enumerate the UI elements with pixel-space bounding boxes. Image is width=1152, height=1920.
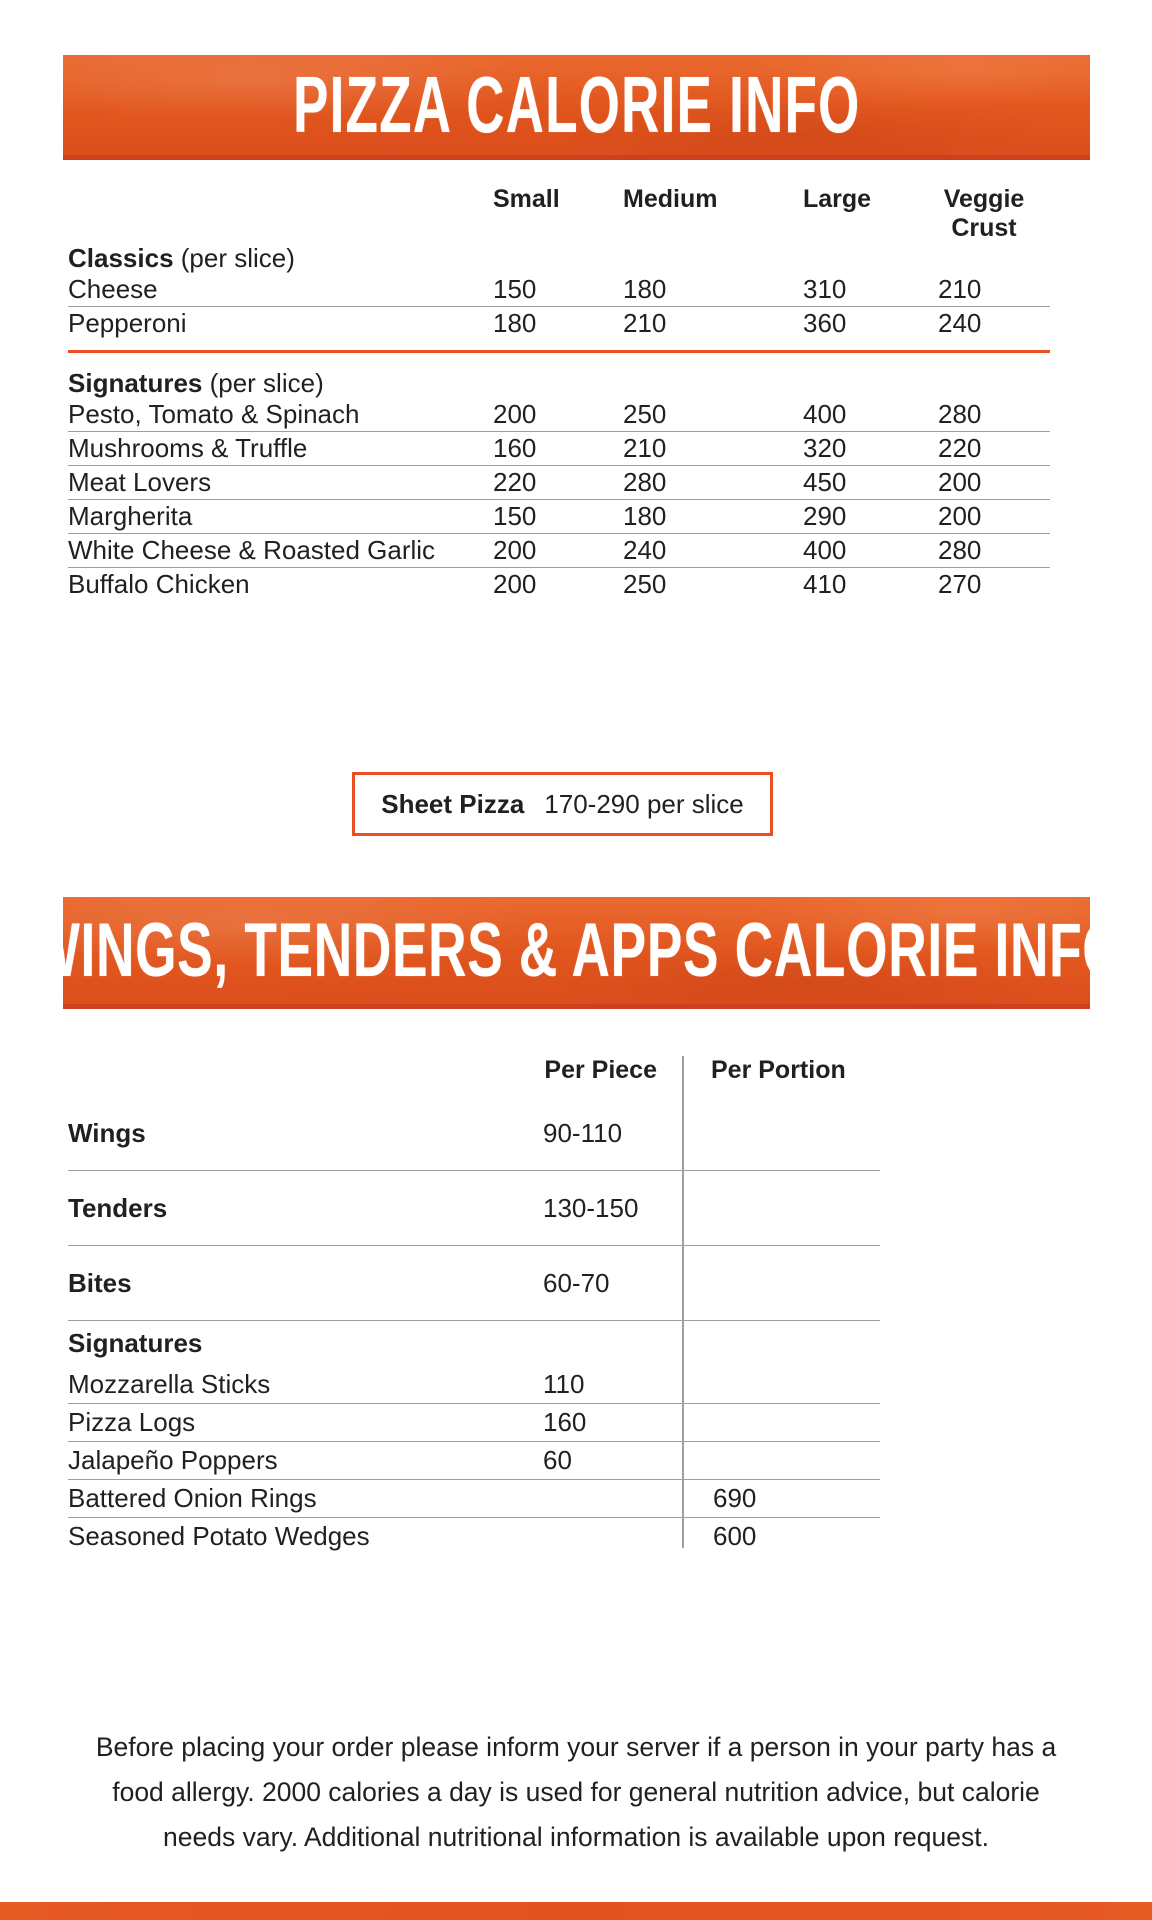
wings-calorie-table xyxy=(68,1048,880,1555)
calorie-value: 150 xyxy=(493,274,537,304)
wings-table-row xyxy=(68,1171,880,1246)
calorie-value: 310 xyxy=(803,274,847,304)
calorie-value: 250 xyxy=(623,399,667,429)
section-heading: Signatures xyxy=(68,1328,203,1358)
calorie-value: 180 xyxy=(623,274,667,304)
sheet-pizza-value: 170-290 per slice xyxy=(544,788,744,819)
pizza-table-row xyxy=(68,307,1050,340)
pizza-table-header xyxy=(68,185,1050,243)
disclaimer-line: food allergy. 2000 calories a day is used for general nutrition advice, but calorie xyxy=(112,1777,1040,1807)
item-name: Meat Lovers xyxy=(68,467,212,497)
column-header-per-portion: Per Portion xyxy=(711,1056,846,1084)
item-name: Pizza Logs xyxy=(68,1407,196,1437)
column-divider-line xyxy=(682,1056,684,1548)
pizza-table-row xyxy=(68,568,1050,601)
column-header-per-piece: Per Piece xyxy=(544,1056,657,1084)
calorie-value: 220 xyxy=(938,433,982,463)
column-header-veggie-crust xyxy=(935,185,1050,243)
pizza-table-row xyxy=(68,466,1050,500)
per-piece-value: 110 xyxy=(543,1369,585,1399)
calorie-value: 160 xyxy=(493,433,537,463)
calorie-value: 280 xyxy=(623,467,667,497)
column-header-large: Large xyxy=(803,185,872,213)
item-name: Wings xyxy=(68,1117,146,1148)
per-piece-value: 60 xyxy=(543,1445,572,1475)
item-name: White Cheese & Roasted Garlic xyxy=(68,535,436,565)
per-portion-value: 690 xyxy=(713,1483,757,1513)
pizza-banner-title: PIZZA CALORIE INFO xyxy=(292,60,861,149)
per-piece-value: 60-70 xyxy=(543,1267,610,1298)
item-name: Mushrooms & Truffle xyxy=(68,433,308,463)
calorie-value: 150 xyxy=(493,501,537,531)
column-header-small: Small xyxy=(493,185,560,213)
calorie-value: 400 xyxy=(803,399,847,429)
name-column-spacer xyxy=(68,1048,540,1056)
calorie-value: 280 xyxy=(938,399,982,429)
calorie-value: 450 xyxy=(803,467,847,497)
calorie-value: 400 xyxy=(803,535,847,565)
sheet-pizza-label: Sheet Pizza xyxy=(381,788,525,819)
item-name: Pepperoni xyxy=(68,308,187,338)
item-name: Pesto, Tomato & Spinach xyxy=(68,399,360,429)
section-heading xyxy=(68,243,1050,273)
calorie-value: 210 xyxy=(938,274,982,304)
pizza-table-row xyxy=(68,432,1050,466)
calorie-value: 180 xyxy=(623,501,667,531)
calorie-value: 410 xyxy=(803,569,847,599)
calorie-value: 200 xyxy=(493,399,537,429)
calorie-value: 220 xyxy=(493,467,537,497)
calorie-value: 240 xyxy=(938,308,982,338)
allergy-disclaimer xyxy=(56,1725,1096,1860)
item-name: Cheese xyxy=(68,274,158,304)
item-name: Mozzarella Sticks xyxy=(68,1369,271,1399)
per-piece-value: 90-110 xyxy=(543,1117,623,1148)
wings-table-row xyxy=(68,1096,880,1171)
calorie-value: 200 xyxy=(938,501,982,531)
pizza-table-row xyxy=(68,273,1050,307)
orange-divider xyxy=(68,350,1050,353)
item-name: Margherita xyxy=(68,501,193,531)
wings-table-row xyxy=(68,1518,880,1555)
disclaimer-line: needs vary. Additional nutritional information is available upon request. xyxy=(163,1822,989,1852)
bottom-orange-strip xyxy=(0,1902,1152,1920)
wings-table-row xyxy=(68,1442,880,1480)
item-name: Battered Onion Rings xyxy=(68,1483,317,1513)
calorie-value: 200 xyxy=(493,535,537,565)
item-name: Jalapeño Poppers xyxy=(68,1445,278,1475)
section-heading-suffix: (per slice) xyxy=(202,367,324,398)
calorie-value: 360 xyxy=(803,308,847,338)
calorie-value: 210 xyxy=(623,308,667,338)
calorie-value: 320 xyxy=(803,433,847,463)
calorie-value: 200 xyxy=(493,569,537,599)
wings-table-row xyxy=(68,1366,880,1404)
per-piece-value: 160 xyxy=(543,1407,587,1437)
calorie-value: 290 xyxy=(803,501,847,531)
item-name: Buffalo Chicken xyxy=(68,569,250,599)
pizza-calorie-table xyxy=(68,185,1050,601)
column-header-medium: Medium xyxy=(623,185,718,213)
veggie-crust-label: Veggie Crust xyxy=(943,185,1025,242)
pizza-table-body xyxy=(68,243,1050,601)
calorie-value: 180 xyxy=(493,308,537,338)
section-heading-name: Signatures xyxy=(68,367,203,398)
sheet-pizza-box xyxy=(352,772,773,836)
section-heading xyxy=(68,368,1050,398)
wings-banner-title: WINGS, TENDERS & APPS CALORIE INFO xyxy=(29,908,1124,993)
calorie-value: 240 xyxy=(623,535,667,565)
wings-table-row xyxy=(68,1480,880,1518)
pizza-calorie-banner xyxy=(63,55,1090,160)
item-name: Bites xyxy=(68,1267,132,1298)
pizza-table-row xyxy=(68,500,1050,534)
section-heading-suffix: (per slice) xyxy=(173,242,295,273)
calorie-value: 280 xyxy=(938,535,982,565)
item-name: Seasoned Potato Wedges xyxy=(68,1521,370,1551)
disclaimer-line: Before placing your order please inform your server if a person in your party has a xyxy=(95,1732,1057,1762)
calorie-value: 200 xyxy=(938,467,982,497)
section-heading-name: Classics xyxy=(68,242,174,273)
wings-table-header xyxy=(68,1048,880,1096)
pizza-table-row xyxy=(68,534,1050,568)
wings-table-row xyxy=(68,1246,880,1321)
pizza-table-row xyxy=(68,398,1050,432)
calorie-value: 210 xyxy=(623,433,667,463)
item-name: Tenders xyxy=(68,1192,168,1223)
per-piece-value: 130-150 xyxy=(543,1192,639,1223)
per-portion-value: 600 xyxy=(713,1521,757,1551)
wings-table-body xyxy=(68,1096,880,1555)
calorie-value: 250 xyxy=(623,569,667,599)
wings-table-row xyxy=(68,1404,880,1442)
wings-calorie-banner xyxy=(29,897,1124,1009)
calorie-value: 270 xyxy=(938,569,982,599)
